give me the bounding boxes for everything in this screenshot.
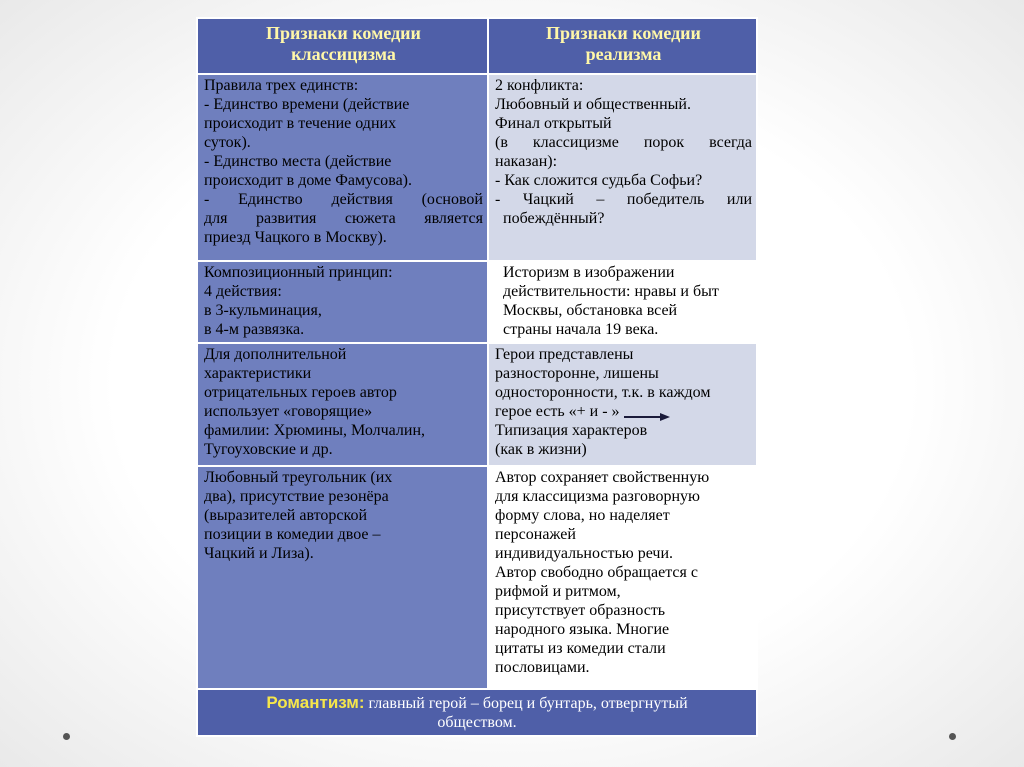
header-realism: Признаки комедии реализма <box>488 18 757 74</box>
realism-cell: 2 конфликта: Любовный и общественный. Финал открытый (в классицизме порок всегда наказан): - Как сложится судьба Софьи? - Чацкий – победитель или побеждённый? <box>488 74 757 261</box>
realism-cell: Историзм в изображении действительности: нравы и быт Москвы, обстановка всей страны начала 19 века. <box>488 261 757 343</box>
classicism-cell: Композиционный принцип: 4 действия: в 3-кульминация, в 4-м развязка. <box>197 261 488 343</box>
classicism-cell: Любовный треугольник (их два), присутствие резонёра (выразителей авторской позиции в комедии двое – Чацкий и Лиза). <box>197 466 488 689</box>
left-bullet-dot <box>63 733 70 740</box>
table-row <box>197 74 757 261</box>
table-row <box>197 343 757 466</box>
classicism-cell: Для дополнительной характеристики отрицательных героев автор использует «говорящие» фамилии: Хрюмины, Молчалин, Тугоуховские и др. <box>197 343 488 466</box>
realism-cell: Автор сохраняет свойственную для классицизма разговорную форму слова, но наделяет персонажей индивидуальностью речи. Автор свободно обращается с рифмой и ритмом, присутствует образность народного языка. Многие цитаты из комедии стали пословицами. <box>488 466 757 689</box>
romantism-label: Романтизм: <box>266 692 365 712</box>
arrow-right-icon <box>624 408 670 418</box>
realism-cell: Герои представлены разносторонне, лишены односторонности, т.к. в каждом герое есть «+ и - » Типизация характеров (как в жизни) <box>488 343 757 466</box>
right-bullet-dot <box>949 733 956 740</box>
classicism-cell: Правила трех единств: - Единство времени (действие происходит в течение одних суток). - Единство места (действие происходит в доме Фамусова). - Единство действия (основой для развития сюжета является приезд Чацкого в Москву). <box>197 74 488 261</box>
header-classicism: Признаки комедии классицизма <box>197 18 488 74</box>
comparison-table <box>196 17 758 737</box>
table-row <box>197 466 757 689</box>
header-row <box>197 18 757 74</box>
table-row <box>197 261 757 343</box>
romantism-cell: Романтизм: главный герой – борец и бунтарь, отвергнутый обществом. <box>197 689 757 736</box>
romantism-row <box>197 689 757 736</box>
